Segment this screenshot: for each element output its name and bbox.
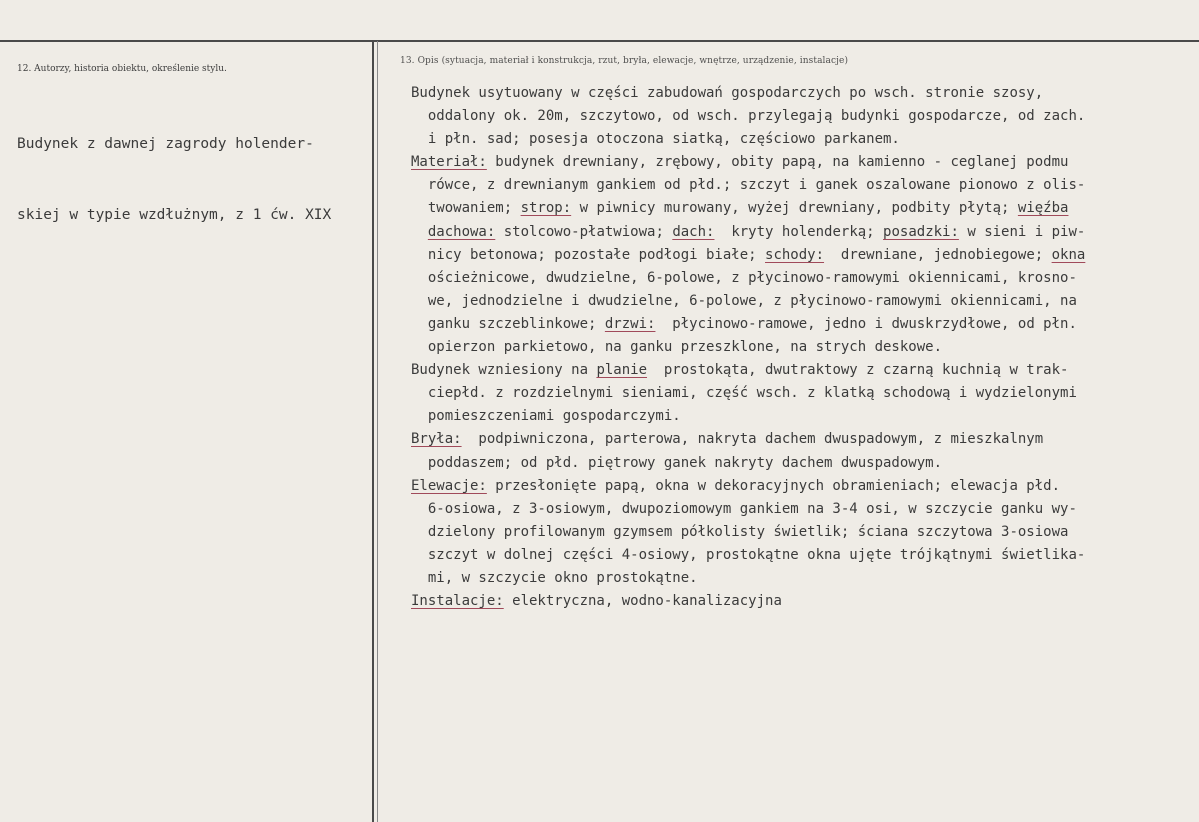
section-12-header: 12. Autorzy, historia obiektu, określenie stylu. (17, 64, 227, 74)
field-label: Materiał: (411, 154, 487, 171)
text-segment: Budynek wzniesiony na (411, 362, 597, 379)
text-segment: Budynek usytuowany w części zabudowań gospodarczych po wsch. stronie szosy, (411, 85, 1044, 101)
text-segment: budynek drewniany, zrębowy, obity papą, na kamienno - ceglanej podmu (486, 154, 1069, 171)
text-segment: pomieszczeniami gospodarczymi. (411, 408, 681, 425)
section-13-line (411, 290, 1085, 313)
text-segment: i płn. sad; posesja otoczona siatką, częściowo parkanem. (411, 131, 900, 148)
section-13-line (411, 82, 1085, 105)
text-segment: 6-osiowa, z 3-osiowym, dwupoziomowym gankiem na 3-4 osi, w szczycie ganku wy- (411, 500, 1077, 517)
section-13-line (411, 405, 1085, 428)
top-rule (0, 40, 1199, 42)
section-12-body (17, 84, 331, 274)
text-segment: oddalony ok. 20m, szczytowo, od wsch. przylegają budynki gospodarcze, od zach. (411, 108, 1086, 125)
section-13-line (411, 151, 1085, 174)
column-divider (372, 41, 374, 822)
text-segment: w sieni i piw- (958, 223, 1086, 240)
text-segment: szczyt w dolnej części 4-osiowy, prostokątne okna ujęte trójkątnymi świetlika- (411, 546, 1086, 563)
text-segment: drewniane, jednobiegowe; (824, 246, 1052, 263)
section-13-line (411, 359, 1085, 382)
field-label: okna (1051, 246, 1086, 263)
text-segment: rówce, z drewnianym gankiem od płd.; szczyt i ganek oszalowane pionowo z olis- (411, 177, 1086, 194)
section-13-line (411, 544, 1085, 567)
field-label: dach: (672, 223, 715, 240)
text-segment: kryty holenderką; (714, 223, 884, 240)
section-13-header: 13. Opis (sytuacja, materiał i konstrukcja, rzut, bryła, elewacje, wnętrze, urządzenie, instalacje) (400, 56, 849, 66)
section-12-line: skiej w typie wzdłużnym, z 1 ćw. XIX (17, 207, 332, 224)
section-13-line (411, 498, 1085, 521)
text-segment: nicy betonowa; pozostałe podłogi białe; (411, 246, 766, 263)
text-segment: poddaszem; od płd. piętrowy ganek nakryty dachem dwuspadowym. (411, 454, 943, 471)
section-13-line (411, 382, 1085, 405)
section-13-line (411, 313, 1085, 336)
text-segment: podpiwniczona, parterowa, nakryta dachem dwuspadowym, z mieszkalnym (461, 431, 1044, 448)
text-segment: ciepłd. z rozdzielnymi sieniami, część wsch. z klatką schodową i wydzielonymi (411, 385, 1077, 402)
text-segment: płycinowo-ramowe, jedno i dwuskrzydłowe, od płn. (655, 315, 1077, 332)
section-13-line (411, 428, 1085, 451)
text-segment: mi, w szczycie okno prostokątne. (411, 569, 698, 586)
text-segment: twowaniem; (411, 200, 521, 217)
section-13-line (411, 267, 1085, 290)
field-label: dachowa: (427, 223, 496, 240)
section-13-line (411, 128, 1085, 151)
text-segment: elektryczna, wodno-kanalizacyjna (503, 593, 782, 610)
field-label: strop: (520, 200, 572, 217)
field-label: Bryła: (411, 431, 462, 448)
text-segment: dzielony profilowanym gzymsem półkolisty świetlik; ściana szczytowa 3-osiowa (411, 523, 1069, 540)
field-label: więźba (1017, 200, 1069, 217)
section-13-line (411, 197, 1085, 220)
section-13-line (411, 452, 1085, 475)
column-divider-secondary (377, 41, 378, 822)
text-segment: przesłonięte papą, okna w dekoracyjnych obramieniach; elewacja płd. (486, 477, 1061, 494)
text-segment: we, jednodzielne i dwudzielne, 6-polowe, z płycinowo-ramowymi okiennicami, na (411, 292, 1077, 309)
text-segment (411, 224, 428, 240)
section-13-line (411, 174, 1085, 197)
text-segment: ościeżnicowe, dwudzielne, 6-polowe, z płycinowo-ramowymi okiennicami, krosno- (411, 269, 1077, 286)
text-segment: w piwnicy murowany, wyżej drewniany, podbity płytą; (571, 200, 1018, 217)
text-segment: opierzon parkietowo, na ganku przeszklone, na strych deskowe. (411, 339, 943, 356)
section-13-line (411, 336, 1085, 359)
section-12-line: Budynek z dawnej zagrody holender- (17, 136, 314, 152)
section-13-line (411, 105, 1085, 128)
section-13-line (411, 521, 1085, 544)
section-13-line (411, 244, 1085, 267)
section-13-line (411, 475, 1085, 498)
section-13-line (411, 590, 1085, 613)
text-segment: ganku szczeblinkowe; (411, 315, 605, 332)
field-label: planie (596, 362, 648, 379)
section-13-line (411, 567, 1085, 590)
field-label: Elewacje: (411, 477, 487, 494)
section-13-body (411, 82, 1085, 613)
field-label: Instalacje: (411, 593, 504, 610)
field-label: drzwi: (604, 315, 656, 332)
field-label: schody: (765, 246, 825, 263)
field-label: posadzki: (883, 223, 959, 240)
text-segment: stolcowo-płatwiowa; (495, 223, 673, 240)
section-13-line (411, 221, 1085, 244)
text-segment: prostokąta, dwutraktowy z czarną kuchnią w trak- (647, 362, 1069, 379)
